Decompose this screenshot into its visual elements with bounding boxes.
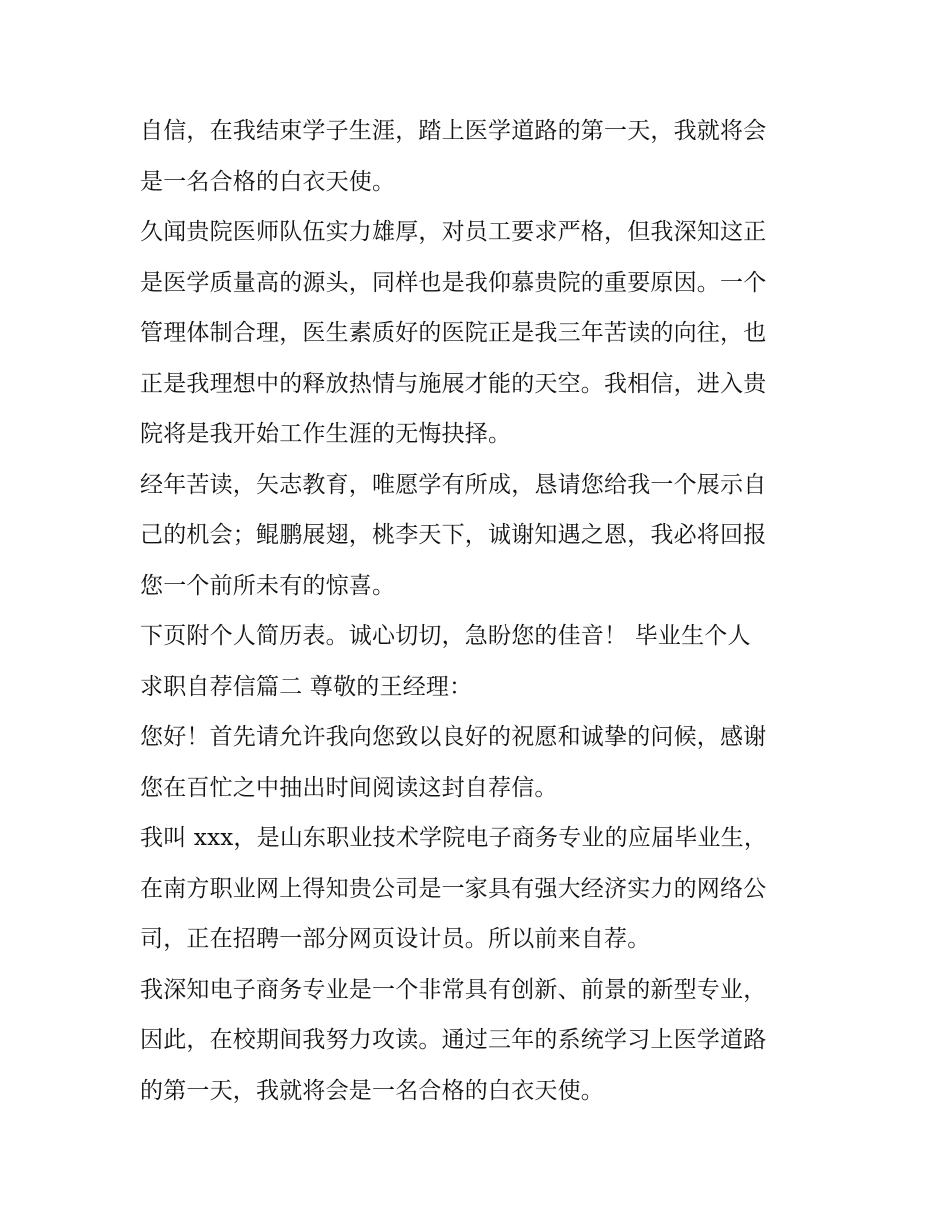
text-line: 因此，在校期间我努力攻读。通过三年的系统学习上医学道路 [140, 1027, 767, 1053]
text-line: 司，正在招聘一部分网页设计员。所以前来自荐。 [140, 926, 651, 952]
text-line: 下页附个人简历表。诚心切切，急盼您的佳音！ 毕业生个人 [140, 623, 751, 649]
text-line: 经年苦读，矢志教育，唯愿学有所成，恳请您给我一个展示自 [140, 471, 767, 498]
text-line: 您一个前所未有的惊喜。 [140, 572, 396, 599]
text-line: 院将是我开始工作生涯的无悔抉择。 [140, 421, 512, 447]
text-line: 您在百忙之中抽出时间阅读这封自荐信。 [140, 774, 558, 801]
text-line: 己的机会；鲲鹏展翅，桃李天下，诚谢知遇之恩，我必将回报 [140, 522, 767, 548]
text-line: 在南方职业网上得知贵公司是一家具有强大经济实力的网络公 [140, 875, 767, 902]
text-line: 求职自荐信篇二 尊敬的王经理： [140, 673, 473, 700]
body-text [140, 106, 820, 1116]
text-line: 您好！首先请允许我向您致以良好的祝愿和诚挚的问候，感谢 [140, 724, 767, 750]
text-line: 管理体制合理，医生素质好的医院正是我三年苦读的向往，也 [140, 320, 767, 346]
text-line: 我叫 xxx，是山东职业技术学院电子商务专业的应届毕业生， [140, 825, 768, 851]
text-line: 我深知电子商务专业是一个非常具有创新、前景的新型专业， [140, 976, 767, 1003]
text-line: 正是我理想中的释放热情与施展才能的天空。我相信，进入贵 [140, 370, 767, 397]
text-line: 自信，在我结束学子生涯，踏上医学道路的第一天，我就将会 [140, 118, 767, 144]
text-line: 的第一天，我就将会是一名合格的白衣天使。 [140, 1077, 604, 1104]
text-line: 是一名合格的白衣天使。 [140, 168, 396, 195]
text-line: 久闻贵院医师队伍实力雄厚，对员工要求严格，但我深知这正 [140, 219, 767, 245]
text-line: 是医学质量高的源头，同样也是我仰慕贵院的重要原因。一个 [140, 269, 767, 296]
